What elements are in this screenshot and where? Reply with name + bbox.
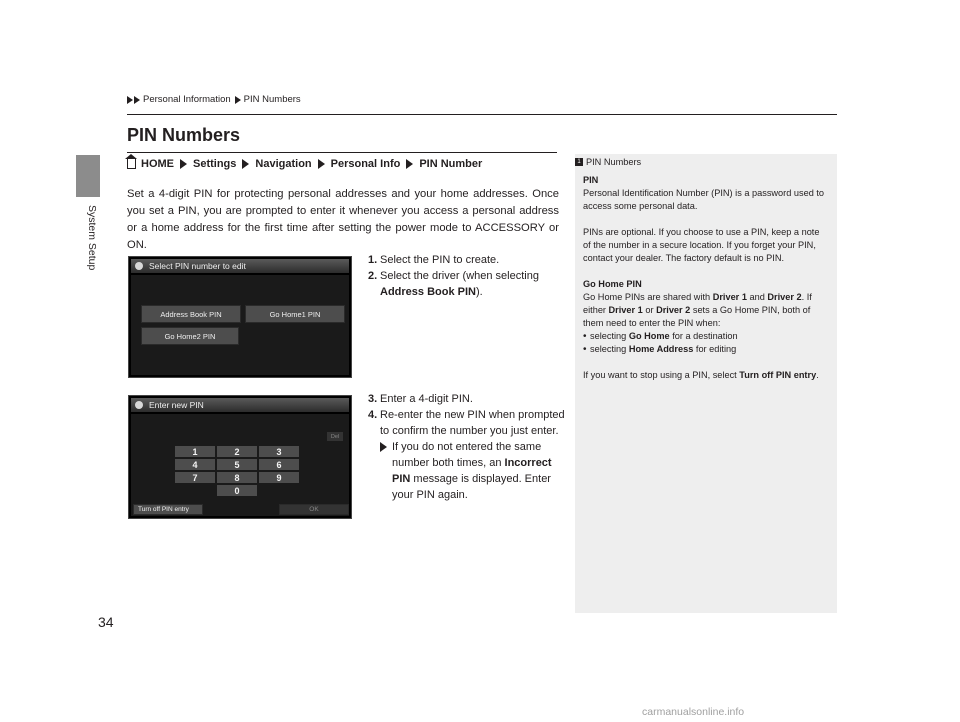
sidebar-heading: 1 PIN Numbers — [575, 157, 641, 167]
intro-paragraph: Set a 4-digit PIN for protecting personal addresses and your home addresses. Once you set a PIN, you are prompted to enter it whenever you access a personal address or a home address for the first time after setting the power mode to ACCESSORY or ON. — [127, 188, 559, 251]
keypad-key-4[interactable]: 4 — [175, 459, 215, 470]
step-4: 4. Re-enter the new PIN when prompted to confirm the number you just enter. — [368, 409, 565, 437]
go-home-pin-heading: Go Home PIN — [583, 279, 642, 289]
back-icon[interactable] — [135, 401, 143, 409]
screen-body — [131, 275, 349, 375]
step-1: 1. Select the PIN to create. — [368, 254, 500, 266]
header-divider — [127, 114, 837, 115]
path-settings: Settings — [193, 158, 237, 170]
keypad-key-7[interactable]: 7 — [175, 472, 215, 483]
section-tab-marker — [76, 155, 100, 197]
pin-optional-note: PINs are optional. If you choose to use a PIN, keep a note of the number in a secure location. If you forget your PIN, contact your dealer. The factory default is no PIN. — [583, 227, 820, 263]
step-4-note: If you do not entered the same number both times, an Incorrect PIN message is displayed. Enter your PIN again. — [380, 439, 568, 503]
step-3: 3. Enter a 4-digit PIN. — [368, 393, 473, 405]
section-side-label: System Setup — [86, 205, 98, 271]
back-icon[interactable] — [135, 262, 143, 270]
page-number: 34 — [98, 614, 114, 630]
path-navigation: Navigation — [255, 158, 312, 170]
keypad-key-1[interactable]: 1 — [175, 446, 215, 457]
keypad-key-5[interactable]: 5 — [217, 459, 257, 470]
path-arrow-icon — [180, 159, 187, 169]
steps-group-1 — [368, 252, 568, 300]
breadcrumb-item-pin-numbers[interactable]: PIN Numbers — [243, 94, 301, 105]
path-home: HOME — [141, 158, 174, 170]
breadcrumb-arrow-icon — [134, 96, 140, 104]
pin-heading: PIN — [583, 175, 599, 185]
pin-description: Personal Identification Number (PIN) is a password used to access some personal data. — [583, 188, 825, 211]
go-home1-pin-button[interactable]: Go Home1 PIN — [245, 305, 345, 323]
step-2: 2. Select the driver (when selecting Address Book PIN). — [368, 270, 539, 298]
note-arrow-icon — [380, 442, 387, 452]
keypad-key-3[interactable]: 3 — [259, 446, 299, 457]
address-book-pin-button[interactable]: Address Book PIN — [141, 305, 241, 323]
menu-path — [127, 158, 482, 170]
stop-pin-note: If you want to stop using a PIN, select Turn off PIN entry. — [583, 370, 819, 380]
screenshot-enter-pin — [128, 395, 352, 519]
breadcrumb-arrow-icon — [127, 96, 133, 104]
go-home2-pin-button[interactable]: Go Home2 PIN — [141, 327, 239, 345]
breadcrumb-arrow-icon — [235, 96, 241, 104]
path-personal-info: Personal Info — [330, 158, 401, 170]
path-arrow-icon — [318, 159, 325, 169]
path-pin-number: PIN Number — [419, 158, 483, 170]
bullet-go-home: • selecting Go Home for a destination — [583, 331, 738, 342]
note-number-icon: 1 — [575, 158, 583, 166]
title-divider — [127, 152, 557, 153]
go-home-pin-description: Go Home PINs are shared with Driver 1 and Driver 2. If either Driver 1 or Driver 2 sets a Go Home PIN, both of them need to enter the PIN when: — [583, 292, 812, 328]
screen-title-bar — [131, 398, 349, 412]
steps-group-2 — [368, 391, 568, 503]
bullet-home-address: • selecting Home Address for editing — [583, 344, 737, 355]
screen-title: Enter new PIN — [149, 400, 204, 410]
keypad-key-6[interactable]: 6 — [259, 459, 299, 470]
screen-title: Select PIN number to edit — [149, 261, 246, 271]
path-arrow-icon — [242, 159, 249, 169]
screenshot-select-pin — [128, 256, 352, 378]
turn-off-pin-entry-button[interactable]: Turn off PIN entry — [133, 504, 203, 515]
keypad-key-0[interactable]: 0 — [217, 485, 257, 496]
screen-title-bar — [131, 259, 349, 273]
screen-body — [131, 414, 349, 516]
watermark: carmanualsonline.info — [642, 706, 745, 718]
delete-key[interactable]: Del — [327, 432, 343, 441]
keypad-key-9[interactable]: 9 — [259, 472, 299, 483]
breadcrumb-item-personal-information[interactable]: Personal Information — [143, 94, 231, 105]
breadcrumb — [127, 94, 301, 105]
ok-button[interactable]: OK — [279, 504, 349, 515]
path-arrow-icon — [406, 159, 413, 169]
home-icon — [127, 159, 136, 169]
sidebar-text — [583, 174, 829, 395]
keypad-key-2[interactable]: 2 — [217, 446, 257, 457]
keypad-key-8[interactable]: 8 — [217, 472, 257, 483]
page-title: PIN Numbers — [127, 125, 241, 145]
